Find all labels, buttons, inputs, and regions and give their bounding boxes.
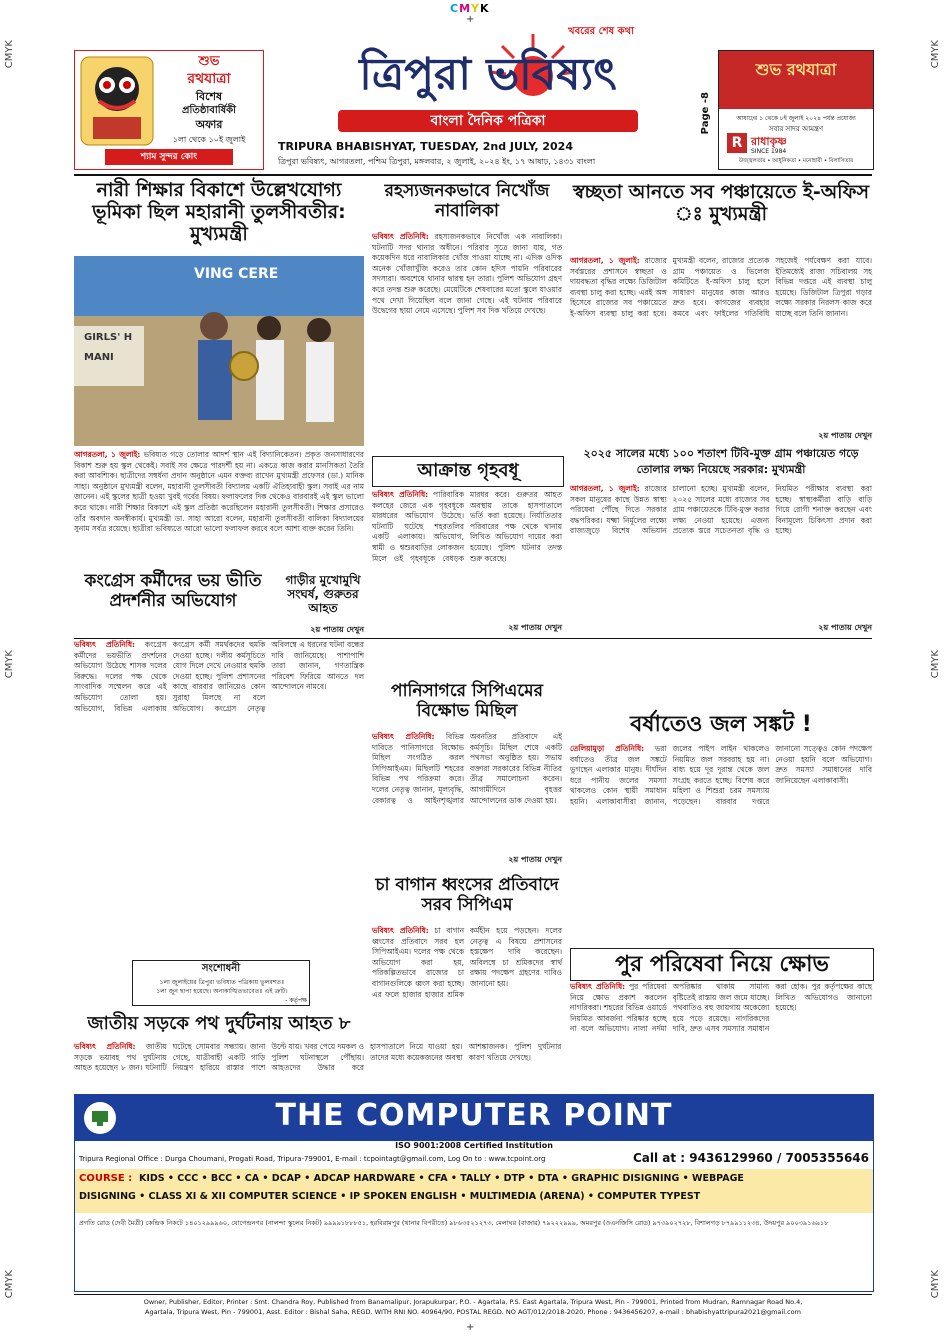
correction-title: সংশোধনী [201,963,241,974]
a12-headline: জাতীয় সড়কে পথ দুর্ঘটনায় আহত ৮ [87,1013,351,1034]
registration-side-left-2: CMYK [4,650,15,679]
registration-cmyk-top: CMYK [450,2,490,15]
a3-body: আগরতলা, ১ জুলাই: রাজ্যের সর্বস্তরের প্রশাসনে স্বচ্ছতা ও দায়বদ্ধতা বৃদ্ধির লক্ষ্যে ডিজিটাল ব্যবস্থা চালু করা হচ্ছে। এরই অঙ্গ হিসেবে রাজ্যের সব পঞ্চায়েতে ই-অফিস ব্যবস্থা চালু করা হবে। মুখ্যমন্ত্রী বলেন, রাজ্যের প্রত্যেক গ্রাম পঞ্চায়েত ও ভিলেজ কমিটিতে ই-অফিস চালু হলে সাধারণ মানুষের কাজ আরও দ্রুত হবে। কাগজের ব্যবহার কমবে এবং ফাইলের গতিবিধি সহজেই পর্যবেক্ষণ করা যাবে। ইতিমধ্যেই রাজ্য সচিবালয় সহ বিভিন্ন দপ্তরে এই ব্যবস্থা চালু হয়েছে। ডিজিটাল ত্রিপুরা গড়ার লক্ষ্যে সরকার নিরলস কাজ করে যাচ্ছে বলে তিনি জানান। [570,256,872,318]
masthead-title: ত্রিপুরা ভবিষ্যৎ [359,49,617,100]
ad-logo-icon [83,1101,117,1139]
ad-office: Tripura Regional Office : Durga Choumani, Progati Road, Tripura-799001, E-mail : tcpointagt@gmail.com, Log On to : www.tcpoint.org [79,1155,546,1163]
right-ad-footer: উজ্জ্বলতার • আধুনিকতা • মনোহারী • বিলাসিতার [738,158,854,164]
left-ad-date: ১লা থেকে ১০ই জুলাই [172,135,246,144]
a3-headline: স্বচ্ছতা আনতে সব পঞ্চায়েতে ই-অফিস ঃ মুখ্যমন্ত্রী [572,181,870,225]
a4-more: ২য় পাতায় দেখুন [508,623,562,632]
a11-byline: ভবিষ্যৎ প্রতিনিধি: [570,982,626,991]
a5-body: আগরতলা, ১ জুলাই: রাজ্যের সকল মানুষের কাছে উন্নত স্বাস্থ্য পরিষেবা পৌঁছে দিতে সরকার বদ্ধপরিকর। যক্ষ্মা নির্মূলের লক্ষ্যে রাজ্যজুড়ে বিশেষ অভিযান চালানো হচ্ছে। মুখ্যমন্ত্রী বলেন, ২০২৫ সালের মধ্যে রাজ্যের সব গ্রাম পঞ্চায়েতকে টিবি-মুক্ত করার লক্ষ্য নেওয়া হয়েছে। এজন্য প্রত্যেক স্তরে সচেতনতা বৃদ্ধি ও নিয়মিত পরীক্ষার ব্যবস্থা করা হচ্ছে। স্বাস্থ্যকর্মীরা বাড়ি বাড়ি গিয়ে রোগী শনাক্ত করছেন এবং বিনামূল্যে চিকিৎসা প্রদান করা হচ্ছে। [570,484,872,536]
ad-courses2: DISIGNING • CLASS XI & XII COMPUTER SCIENCE • IP SPOKEN ENGLISH • MULTIMEDIA (ARENA) • COMPUTER TYPEST [79,1191,701,1202]
registration-side-right-1: CMYK [930,40,941,69]
ad-call: Call at : 9436129960 / 7005355646 [632,1151,869,1165]
right-ad-brand: রাধাকৃষ্ণ [751,135,787,148]
a12-byline: ভবিষ্যৎ প্রতিনিধি: [74,1042,136,1051]
masthead [268,22,708,172]
a8-byline: ভবিষ্যৎ প্রতিনিধি: [372,732,435,741]
registration-side-left-3: CMYK [4,1270,15,1299]
a1-headline: নারী শিক্ষার বিকাশে উল্লেখযোগ্য ভূমিকা ছিল মহারানী তুলসীবতীর: মুখ্যমন্ত্রী [92,179,346,245]
left-ad-line1: বিশেষ [195,90,223,103]
registration-side-right-3: CMYK [930,1270,941,1299]
computer-point-ad [74,1094,874,1292]
a12-body: ভবিষ্যৎ প্রতিনিধি: জাতীয় সড়কে ভয়াবহ পথ দুর্ঘটনায় আহত হয়েছেন ৮ জন। ঘটনাটি ঘটেছে সোমবার সন্ধ্যায়। জানা গেছে, যাত্রীবাহী একটি গাড়ি নিয়ন্ত্রণ হারিয়ে রাস্তার পাশে উল্টে যায়। খবর পেয়ে দমকল ও পুলিশ ঘটনাস্থলে পৌঁছায়। আহতদের উদ্ধার করে হাসপাতালে নিয়ে যাওয়া হয়। তাদের মধ্যে কয়েকজনের অবস্থা আশঙ্কাজনক। পুলিশ দুর্ঘটনার কারণ খতিয়ে দেখছে। [74,1042,562,1073]
a3-byline: আগরতলা, ১ জুলাই: [570,256,640,265]
a10-body: ভবিষ্যৎ প্রতিনিধি: চা বাগান ধ্বংসের প্রতিবাদে সরব হল সিপিআইএম। দলের পক্ষ থেকে অভিযোগ করা হয়, পরিকল্পিতভাবে রাজ্যের চা বাগানগুলিকে ধ্বংস করা হচ্ছে। এর ফলে হাজার হাজার শ্রমিক কর্মহীন হয়ে পড়ছেন। দলের নেতৃত্ব এ বিষয়ে প্রশাসনের হস্তক্ষেপ দাবি করেছেন। অবিলম্বে চা শ্রমিকদের স্বার্থ রক্ষায় পদক্ষেপ গ্রহণের দাবিও জানানো হয়। [372,926,562,999]
a5-byline: আগরতলা, ১ জুলাই: [570,484,640,493]
a10-headline: চা বাগান ধ্বংসের প্রতিবাদে সরব সিপিএম [375,875,559,915]
left-ad-title: শুভ [198,54,220,69]
correction-sign: - কর্তৃপক্ষ [285,997,307,1004]
a1-body: আগরতলা, ১ জুলাই: ভবিষ্যত গড়ে তোলার আদর্শ স্থান এই বিদ্যানিকেতন। প্রকৃত জনসাধারণের বিকাশ শুরু হয় স্কুল থেকেই। সবাই সব ক্ষেত্রে পারদর্শী হয় না। একত্রে কাজ করার মানসিকতা তৈরি করা আবশ্যিক। ছাত্রীদের সম্বর্ধনা প্রদান অনুষ্ঠানে এমন বক্তব্য রাখেন মুখ্যমন্ত্রী প্রফেসর (ডা.) মানিক সাহা। অনুষ্ঠানে মুখ্যমন্ত্রী বলেন, মহারানী তুলসীবতী বিদ্যালয় একটি ঐতিহ্যবাহী স্কুল। সবাই এর নাম জানেন। এই স্কুলের ছাত্রী হওয়া খুবই গর্বের বিষয়। ফলাফলের দিক থেকেও বারবারই এই স্কুল ভালো করে থাকে। নারী শিক্ষার বিকাশে এই স্কুল প্রতিষ্ঠা করেছিলেন মহারানী তুলসীবতী। শিক্ষার প্রসারেও তাঁর অবদান অনস্বীকার্য। মুখ্যমন্ত্রী ডা. সাহা আরো বলেন, মহারানী তুলসীবতী বালিকা বিদ্যালয়ের সুনাম সর্বত্র রয়েছে। ছাত্রীরা ভবিষ্যতে আরো ভালো ফলাফল করবে বলে আশা ব্যক্ত করেন তিনি। [74,450,364,534]
a11-body: ভবিষ্যৎ প্রতিনিধি: পুর পরিষেবা নিয়ে ক্ষোভ প্রকাশ করলেন নাগরিকরা। শহরের বিভিন্ন ওয়ার্ডে নিয়মিত আবর্জনা পরিষ্কার হচ্ছে না বলে অভিযোগ। নালা নর্দমা অপরিষ্কার থাকায় সামান্য বৃষ্টিতেই রাস্তায় জল জমে যাচ্ছে। পথবাতিও বহু জায়গায় অকেজো হয়ে পড়ে রয়েছে। নাগরিকদের দাবি, দ্রুত এসব সমস্যার সমাধান করা হোক। পুর কর্তৃপক্ষের কাছে লিখিত অভিযোগও জানানো হয়েছে। [570,982,872,1034]
correction-line2: ১লা জুন ছাপা হয়েছে। অনাকাঙ্খিতভাবেতঃ এই ত্রুটি। [156,988,288,995]
correction-line1: ১লা জুলাইয়ের ত্রিপুরা ভবিষ্যত পত্রিকায় ভুলবশতঃ [159,979,285,986]
ad-branches: প্রগতি রোড (দেবী মৈত্রী) কেন্দ্রিক নিকটে ১৪০১২৯৯৯৬০, যোগেন্দ্রনগর (নালন্দা স্কুলের নিকট) ৯৯৯৯১৮৮৮৫১, হরবিরামপুর (থানার বিপরীতে) ৯৮৬৩৫২১২৭৩, মেলাঘর (বাজার) ৭৯২২২৯৯৯, অমরপুর (ওএনজিসি রোড) ৯৭৩৯০২৭২৮, বিশালগড় ৮৭৯৯১১২৩৪, উদয়পুর ৯০০৩৯১৬৯১৮ [79,1219,829,1227]
right-ad-offer: আষাঢ়ের ১ থেকে ৮ই জুলাই ২০২৪ পর্যন্ত প্রযোজ্য [736,115,856,122]
registration-side-right-2: CMYK [930,650,941,679]
right-ad-since: SINCE 1984 [751,148,787,155]
a4-body: ভবিষ্যৎ প্রতিনিধি: পারিবারিক কলহের জেরে এক গৃহবধূকে মারধরের অভিযোগ উঠেছে। ঘটনাটি ঘটেছে শহরতলির একটি এলাকায়। অভিযোগ, স্বামী ও শ্বশুরবাড়ির লোকজন মিলে ওই গৃহবধূকে বেধড়ক মারধর করে। গুরুতর আহত অবস্থায় তাকে হাসপাতালে ভর্তি করা হয়েছে। নির্যাতিতার পরিবারের পক্ষ থেকে থানায় লিখিত অভিযোগ দায়ের করা হয়েছে। পুলিশ ঘটনার তদন্ত শুরু করেছে। [372,490,562,563]
a8-more: ২য় পাতায় দেখুন [508,855,562,864]
a9-byline: তেলিয়ামুড়া প্রতিনিধি: [570,744,645,753]
a1-photo-text1: VING CERE [194,266,279,282]
ad-title: THE COMPUTER POINT [275,1098,673,1133]
a2-body: ভবিষ্যৎ প্রতিনিধি: রহস্যজনকভাবে নিখোঁজ এক নাবালিকা। ঘটনাটি সদর থানার অধীনে। পরিবার সূত্রে জানা যায়, গত কয়েকদিন ধরে নাবালিকার খোঁজ পাওয়া যাচ্ছে না। এদিক ওদিক অনেক খোঁজাখুঁজি করেও তার কোন হদিস পায়নি পরিবারের সদস্যরা। অবশেষে থানার দ্বারস্থ হন তারা। পুলিশ অভিযোগ গ্রহণ করে তদন্ত শুরু করেছে। মেয়েটিকে শেষবারের মতো স্কুলে যাওয়ার পথে দেখা গিয়েছিল বলে জানা গেছে। এই ঘটনায় পরিবারে উদ্বেগের ছায়া নেমে এসেছে। পুলিশ সব দিক খতিয়ে দেখছে। [372,232,563,316]
registration-plus-top: + [466,14,475,25]
a1-photo-text3: MANI [84,352,114,363]
a4-headline: আক্রান্ত গৃহবধূ [372,456,564,487]
left-ad-shop: শ্যাম সুন্দর কোং [105,149,233,165]
a8-headline: পানিসাগরে সিপিএমের বিক্ষোভ মিছিল [391,681,543,721]
masthead-dateline: ত্রিপুরা ভবিষ্যৎ, আগরতলা, পশ্চিম ত্রিপুরা, মঙ্গলবার, ২ জুলাই, ২০২৪ ইং, ১৭ আষাঢ়, ১৪৩১ বাংলা [278,157,596,166]
footer-line2: Agartala, Tripura West, Pin - 799001, Asst. Editor : Bishal Saha, REGD. WITH RNI NO. 40964/90, POSTAL REGD. NO AGT/012/2018-2020, Phone : 9436456207, e-mail : bhabishyattripura2021@gmail.com [145,1308,801,1316]
brand-logo-icon: R [727,133,747,153]
a6-byline: ভবিষ্যৎ প্রতিনিধি: [74,640,135,649]
a1-more: ২য় পাতায় দেখুন [310,625,364,634]
a2-byline: ভবিষ্যৎ প্রতিনিধি: [372,232,429,241]
a4-byline: ভবিষ্যৎ প্রতিনিধি: [372,490,429,499]
a8-body: ভবিষ্যৎ প্রতিনিধি: বিভিন্ন দাবিতে পানিসাগরে বিক্ষোভ মিছিল সংগঠিত করল সিপিআইএম। মিছিলটি শহরের বিভিন্ন পথ পরিক্রমা করে। দলের নেতৃত্ব জানান, মূল্যবৃদ্ধি, বেকারত্ব ও আইনশৃঙ্খলার অবনতির প্রতিবাদে এই কর্মসূচি। মিছিল শেষে একটি পথসভা অনুষ্ঠিত হয়। সভায় বক্তারা সরকারের বিভিন্ন নীতির তীব্র সমালোচনা করেন। আগামীদিনে বৃহত্তর আন্দোলনের ডাক দেওয়া হয়। [372,732,562,805]
masthead-english: TRIPURA BHABISHYAT, TUESDAY, 2nd JULY, 2024 [278,140,573,153]
right-ad [718,50,874,170]
a10-byline: ভবিষ্যৎ প্রতিনিধি: [372,926,429,935]
page-number: Page -8 [700,92,711,135]
a7-headline: গাড়ীর মুখোমুখি সংঘর্ষ, গুরুতর আহত [285,573,361,615]
left-ad-line3: অফার [195,118,223,131]
right-ad-title: শুভ রথযাত্রা [755,60,837,79]
left-ad-line2: প্রতিষ্ঠাবার্ষিকী [182,105,236,116]
ad-iso: ISO 9001:2008 Certified Institution [395,1141,553,1150]
a3-more: ২য় পাতায় দেখুন [818,431,872,440]
a9-headline: বর্ষাতেও জল সঙ্কট ! [630,712,812,737]
footer-line1: Owner, Publisher, Editor, Printer : Smt. Chandra Roy, Published from Banamalipur, Jorapukurpar, P.O. - Agartala, P.S. East Agartala, Tripura West, Pin - 799001, Printed from Mudran, Ramnagar Road No.4, [143,1298,803,1306]
a9-body: তেলিয়ামুড়া প্রতিনিধি: ভরা বর্ষাতেও তীব্র জল সঙ্কটে ভুগছেন এলাকার মানুষ। দীর্ঘদিন ধরে পানীয় জলের সমস্যা থাকলেও কোন স্থায়ী সমাধান হয়নি। এলাকাবাসীরা জানান, জলের পাইপ লাইন থাকলেও নিয়মিত জল সরবরাহ হয় না। বাধ্য হয়ে দূর দূরান্ত থেকে জল সংগ্রহ করতে হচ্ছে। বিশেষ করে মহিলা ও শিশুরা চরম সমস্যায় পড়েছেন। বারবার দপ্তরে জানানো সত্ত্বেও কোন পদক্ষেপ নেওয়া হয়নি বলে অভিযোগ। দ্রুত সমস্যা সমাধানের দাবি জানিয়েছেন এলাকাবাসী। [570,744,872,806]
a1-byline: আগরতলা, ১ জুলাই: [74,450,141,459]
a1-photo-text2: GIRLS' H [84,332,133,343]
masthead-subtitle: বাংলা দৈনিক পত্রিকা [338,110,638,132]
masthead-tagline: খবরের শেষ কথা [568,26,634,37]
a2-headline: রহস্যজনকভাবে নিখোঁজ নাবালিকা [384,181,550,221]
a5-more: ২য় পাতায় দেখুন [818,623,872,632]
right-ad-greet: সবার সাদর আমন্ত্রণ [768,125,824,133]
a6-body: ভবিষ্যৎ প্রতিনিধি: কংগ্রেস কর্মীদের ভয়ভীতি প্রদর্শনের অভিযোগ উঠেছে শাসক দলের বিরুদ্ধে। দলের পক্ষ থেকে সাংবাদিক সম্মেলন করে এই অভিযোগ তোলা হয়। অভিযোগ, বিভিন্ন এলাকায় কংগ্রেস কর্মী সমর্থকদের হুমকি দেওয়া হচ্ছে। দলীয় কর্মসূচিতে যোগ দিলে দেখে নেওয়ার হুমকি দেওয়া হচ্ছে। পুলিশ প্রশাসনের কাছে বারবার জানিয়েও কোন সুরাহা মিলছে না বলে অভিযোগ। কংগ্রেস নেতৃত্ব অবিলম্বে এ ধরনের ঘটনা বন্ধের দাবি জানিয়েছে। পাশাপাশি তারা জানান, গণতান্ত্রিক পরিবেশ ফিরিয়ে আনতে দল আন্দোলনে নামবে। [74,640,364,713]
a5-headline: ২০২৫ সালের মধ্যে ১০০ শতাংশ টিবি-মুক্ত গ্রাম পঞ্চায়েত গড়ে তোলার লক্ষ্য নিয়েছে সরকার: মুখ্যমন্ত্রী [583,447,859,476]
a6-headline: কংগ্রেস কর্মীদের ভয় ভীতি প্রদর্শনীর অভিযোগ [84,571,262,611]
registration-plus-bottom: + [466,1322,475,1333]
a11-headline: পুর পরিষেবা নিয়ে ক্ষোভ [570,948,874,981]
registration-side-left-1: CMYK [4,40,15,69]
left-ad-title2: রথযাত্রা [187,71,231,87]
correction-box [132,960,310,1006]
a1-photo [74,256,364,446]
ad-courses1: KIDS • CCC • BCC • CA • DCAP • ADCAP HARDWARE • CFA • TALLY • DTP • DTA • GRAPHIC DISIGNING • WEBPAGE [139,1173,744,1184]
ad-course-label: COURSE : [79,1173,133,1184]
left-ad [74,50,264,170]
rath-idol-image [79,55,155,147]
